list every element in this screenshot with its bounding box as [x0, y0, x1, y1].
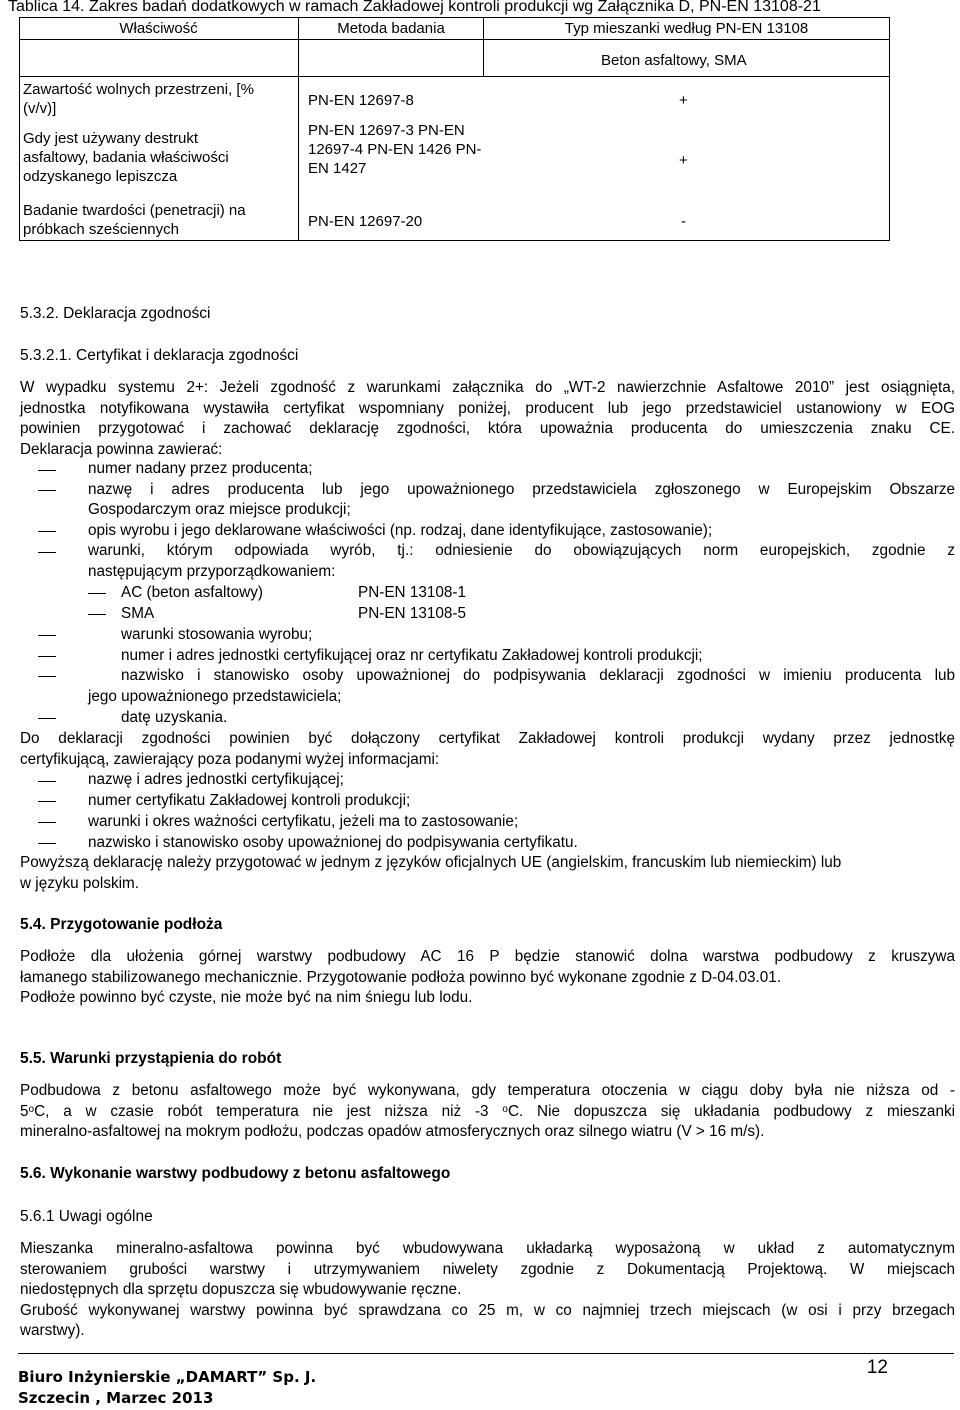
- text-line: W wypadku systemu 2+: Jeżeli zgodność z warunkami załącznika do „WT-2 nawierzchnie Asfaltowe 2010” jest osiągnięta,: [20, 379, 955, 396]
- row1-property: Zawartość wolnych przestrzeni, [%(v/v)]: [23, 81, 254, 117]
- bullet-dash: [38, 656, 56, 657]
- section-561-title: 5.6.1 Uwagi ogólne: [20, 1208, 153, 1225]
- bullet-dash: [38, 822, 56, 823]
- header-property: Właściwość: [119, 20, 198, 37]
- page-number: 12: [866, 1357, 888, 1378]
- row2-method: PN-EN 12697-3 PN-EN 12697-4 PN-EN 1426 PN-EN 1427: [308, 122, 482, 177]
- text-line: Powyższą deklarację należy przygotować w jednym z języków oficjalnych UE (angielskim, francuskim lub niemieckim) lub: [20, 854, 842, 871]
- list-item: warunki i okres ważności certyfikatu, jeżeli ma to zastosowanie;: [88, 813, 519, 830]
- bullet-dash: [38, 470, 56, 471]
- text-line: Deklaracja powinna zawierać:: [20, 440, 223, 458]
- section-title: Warunki przystąpienia do robót: [50, 1050, 282, 1067]
- text-line: powinien przygotować i zachować deklarację zgodności, która upoważnia producenta do umieszczenia znaku CE.: [20, 420, 955, 438]
- subitem-norm: PN-EN 13108-1: [358, 584, 466, 601]
- degree-sup: o: [28, 1103, 35, 1115]
- bullet-dash: [38, 801, 56, 802]
- bullet-dash: [38, 490, 56, 491]
- list-item-cont: Gospodarczym oraz miejsce produkcji;: [88, 501, 351, 518]
- header-method: Metoda badania: [337, 20, 445, 37]
- section-532-title: 5.3.2. Deklaracja zgodności: [20, 305, 211, 322]
- list-item: datę uzyskania.: [121, 709, 228, 726]
- text-line: Mieszanka mineralno-asfaltowa powinna być wbudowywana układarką wyposażoną w układ z automatycznym: [20, 1240, 955, 1257]
- text-run: C. Nie dopuszcza się układania podbudowy z mieszanki: [507, 1102, 955, 1120]
- list-item: numer nadany przez producenta;: [88, 460, 313, 477]
- text-line: sterowaniem grubości warstwy i utrzymywaniem niwelety zgodnie z Dokumentacją Projektową. W miejscach: [20, 1260, 955, 1278]
- subitem-norm: PN-EN 13108-5: [358, 605, 466, 622]
- footer-place-date: Szczecin , Marzec 2013: [18, 1389, 214, 1407]
- list-item: numer i adres jednostki certyfikującej oraz nr certyfikatu Zakładowej kontroli produkcji;: [121, 647, 703, 664]
- bullet-dash: [38, 718, 56, 719]
- row3-method: PN-EN 12697-20: [308, 213, 423, 230]
- subitem-type: AC (beton asfaltowy): [121, 584, 263, 601]
- text-run: C, a w czasie robót temperatura nie jest niższa niż -3: [34, 1102, 503, 1120]
- requirements-table: [19, 17, 890, 241]
- list-item: nazwisko i stanowisko osoby upoważnionej do podpisywania certyfikatu.: [88, 834, 578, 851]
- footer-rule: [18, 1353, 954, 1354]
- list-item: warunki, którym odpowiada wyrób, tj.: odniesienie do obowiązujących norm europejskich, zgodnie z: [88, 542, 955, 559]
- text-line: warstwy).: [20, 1322, 85, 1340]
- row1-value: +: [679, 92, 688, 109]
- section-title: Przygotowanie podłoża: [50, 916, 223, 933]
- section-56-title: [20, 1165, 450, 1183]
- bullet-dash: [38, 781, 56, 782]
- row1-method: PN-EN 12697-8: [308, 92, 414, 109]
- text-run: 5: [20, 1102, 29, 1120]
- section-number: 5.5.: [20, 1050, 46, 1067]
- bullet-dash: [38, 676, 56, 677]
- list-item: nazwę i adres jednostki certyfikującej;: [88, 771, 344, 788]
- paragraph-4: [20, 853, 955, 894]
- section-title: Wykonanie warstwy podbudowy z betonu asfaltowego: [50, 1165, 451, 1182]
- bullet-dash: [38, 552, 56, 553]
- footer-company: Biuro Inżynierskie „DAMART” Sp. J.: [18, 1368, 317, 1386]
- list-item: nazwisko i stanowisko osoby upoważnionej do podpisywania deklaracji zgodności w imieniu producenta lub: [121, 667, 955, 684]
- bullet-dash: [38, 531, 56, 532]
- paragraph-1: [20, 378, 955, 460]
- text-line: mineralno-asfaltowej na mokrym podłożu, podczas opadów atmosferycznych oraz silnego wiatru (V > 16 m/s).: [20, 1123, 765, 1141]
- table-caption: Tablica 14. Zakres badań dodatkowych w ramach Zakładowej kontroli produkcji wg Załącznika D, PN-EN 13108-21: [8, 0, 821, 15]
- list-item: numer certyfikatu Zakładowej kontroli produkcji;: [88, 792, 411, 809]
- text-line: łamanego stabilizowanego mechanicznie. Przygotowanie podłoża powinno być wykonane zgodnie z D-04.03.01.: [20, 968, 782, 986]
- section-56-body: [20, 1239, 955, 1342]
- section-54-body: [20, 947, 955, 1009]
- section-55-title: [20, 1050, 281, 1068]
- section-55-body: [20, 1081, 955, 1143]
- section-number: 5.6.: [20, 1165, 46, 1182]
- list-item: opis wyrobu i jego deklarowane właściwości (np. rodzaj, dane identyfikujące, zastosowanie);: [88, 522, 713, 539]
- bullet-dash: [88, 614, 106, 615]
- text-line: Podłoże powinno być czyste, nie może być na nim śniegu lub lodu.: [20, 989, 473, 1007]
- bullet-dash: [38, 843, 56, 844]
- text-line: jednostka notyfikowana wystawiła certyfikat wspomniany poniżej, producent lub jego przedstawiciel ustanowiony w EOG: [20, 399, 955, 417]
- header-mix-type: Typ mieszanki według PN-EN 13108: [564, 20, 809, 37]
- text-line: Podbudowa z betonu asfaltowego może być wykonywana, gdy temperatura otoczenia w ciągu doby była nie niższa od -: [20, 1082, 955, 1099]
- text-line: Podłoże dla ułożenia górnej warstwy podbudowy AC 16 P będzie stanowić dolna warstwa podbudowy z kruszywa: [20, 948, 955, 965]
- list-item: warunki stosowania wyrobu;: [121, 626, 313, 643]
- row2-property: Gdy jest używany destrukt asfaltowy, badania właściwości odzyskanego lepiszcza: [23, 130, 229, 185]
- degree-sup: o: [502, 1103, 508, 1115]
- section-54-title: [20, 916, 222, 934]
- bullet-dash: [38, 635, 56, 636]
- row3-property: Badanie twardości (penetracji) na próbkach sześciennych: [23, 202, 246, 238]
- section-number: 5.4.: [20, 916, 46, 933]
- text-line: niedostępnych dla sprzętu dopuszcza się wbudowywanie ręczne.: [20, 1281, 462, 1299]
- text-line: certyfikującą, zawierający poza podanymi wyżej informacjami:: [20, 750, 440, 768]
- section-5321-title: 5.3.2.1. Certyfikat i deklaracja zgodności: [20, 347, 299, 364]
- paragraph-3: [20, 729, 955, 770]
- subitem-type: SMA: [121, 605, 155, 622]
- text-line: Grubość wykonywanej warstwy powinna być sprawdzana co 25 m, w co najmniej trzech miejscach (w osi i przy brzegach: [20, 1301, 955, 1319]
- list-item: nazwę i adres producenta lub jego upoważnionego przedstawiciela zgłoszonego w Europejskim Obszarze: [88, 481, 955, 498]
- bullet-dash: [88, 593, 106, 594]
- row3-value: -: [681, 213, 686, 230]
- text-line: w języku polskim.: [20, 874, 140, 892]
- text-line: Do deklaracji zgodności powinien być dołączony certyfikat Zakładowej kontroli produkcji wydany przez jednostkę: [20, 730, 955, 747]
- list-item-cont: następującym przyporządkowaniem:: [88, 563, 336, 580]
- header-mix-sub: Beton asfaltowy, SMA: [601, 52, 747, 69]
- text-line: [20, 1102, 955, 1123]
- row2-value: +: [679, 152, 688, 169]
- list-item-cont: jego upoważnionego przedstawiciela;: [88, 688, 342, 705]
